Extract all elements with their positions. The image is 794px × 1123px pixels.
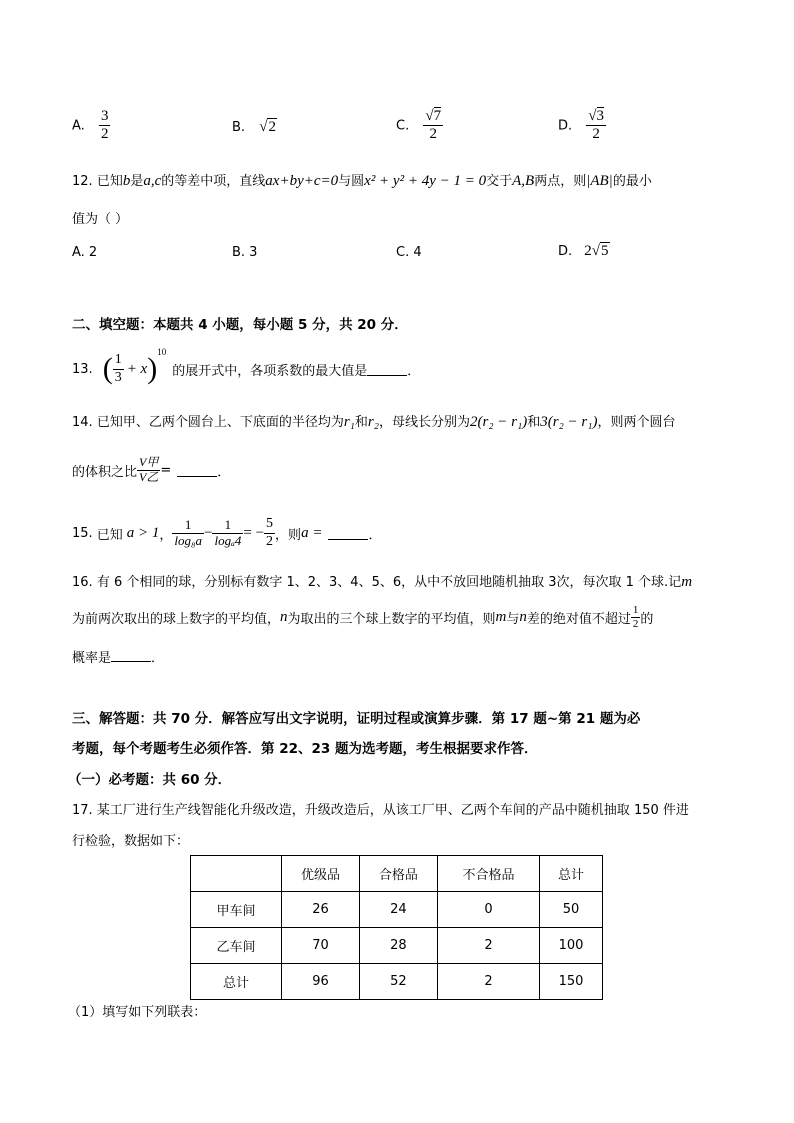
math-var: A,B <box>512 173 535 189</box>
answer-blank <box>367 363 407 376</box>
q12-option-b: B. 3 <box>232 245 258 260</box>
question-number: 14. <box>72 415 93 430</box>
text: 交于 <box>486 174 513 189</box>
fraction <box>264 516 275 549</box>
q11-option-a <box>72 108 110 144</box>
text: ． <box>368 527 382 543</box>
q17-line2: 行检验，数据如下： <box>72 834 190 849</box>
text: 的体积之比 <box>72 464 138 480</box>
table-header-cell: 总计 <box>540 856 603 892</box>
sqrt: √2 <box>259 119 276 135</box>
table-cell: 24 <box>359 892 437 928</box>
text: 为取出的三个球上数字的平均值，则 <box>287 611 496 627</box>
numerator: 1 <box>113 352 124 369</box>
question-number: 16. <box>72 575 93 590</box>
numerator: √7 <box>423 108 443 126</box>
q11-option-b <box>232 119 277 136</box>
right-paren: ) <box>147 352 158 385</box>
table-cell: 150 <box>540 964 603 1000</box>
option-label: A. <box>72 118 85 134</box>
text: 的等差中项，直线 <box>161 174 266 189</box>
q12-option-d <box>558 243 610 260</box>
fraction <box>212 518 243 549</box>
question-number: 13. <box>72 361 93 377</box>
numerator: V甲 <box>139 454 159 469</box>
denominator: log₈a <box>174 532 202 548</box>
q14-line2 <box>72 450 230 490</box>
volume-ratio <box>137 456 160 485</box>
denominator: 2 <box>632 617 639 630</box>
denominator: logₐ4 <box>214 532 242 548</box>
fraction <box>113 352 124 385</box>
table-header-row <box>191 856 603 892</box>
equals-sign: = − <box>243 524 265 541</box>
math-expression: a > 1 <box>126 524 160 541</box>
math-expression: ax+by+c=0 <box>265 173 339 189</box>
option-label: D. <box>558 118 573 134</box>
numerator: 1 <box>632 603 639 616</box>
q12-option-c: C. 4 <box>396 245 422 260</box>
math-expression: 3(r₂ − r₁) <box>540 414 598 430</box>
text: 的 <box>640 611 654 627</box>
table-cell: 50 <box>540 892 603 928</box>
text: 两点，则 <box>534 174 587 189</box>
table-cell: 2 <box>437 964 539 1000</box>
math-var: n <box>280 608 288 625</box>
text: ，母线长分别为 <box>378 415 470 430</box>
table-header-cell: 合格品 <box>359 856 437 892</box>
text: 与 <box>506 611 520 627</box>
table-cell: 52 <box>359 964 437 1000</box>
table-cell: 100 <box>540 928 603 964</box>
math-var: r₁ <box>343 414 355 430</box>
text: 为前两次取出的球上数字的平均值， <box>72 611 281 627</box>
q13 <box>72 345 420 393</box>
option-label: C. <box>396 118 410 134</box>
q17-part1: （1）填写如下列联表： <box>68 1005 207 1020</box>
text: 有 6 个相同的球，分别标有数字 1、2、3、4、5、6，从中不放回地随机抽取 3次，每次取 1 个球.记 <box>96 575 682 590</box>
text: ． <box>407 363 421 379</box>
math-expression: 2(r₂ − r₁) <box>470 414 528 430</box>
numerator: 5 <box>264 516 275 533</box>
denominator: 2 <box>592 126 600 143</box>
denominator: 2 <box>429 126 437 143</box>
denominator: 3 <box>114 369 122 385</box>
text: ， <box>159 527 173 543</box>
denominator: 2 <box>100 126 109 143</box>
math-expression: x² + y² + 4y − 1 = 0 <box>364 173 487 189</box>
option-label: B. <box>232 120 246 135</box>
table-cell: 0 <box>437 892 539 928</box>
q11-option-d <box>558 108 606 144</box>
text: ，则 <box>275 527 302 543</box>
q16-line1 <box>72 571 692 591</box>
table-header-cell <box>191 856 282 892</box>
question-number: 12. <box>72 174 93 189</box>
q16-line3 <box>72 647 164 666</box>
q12-option-a: A. 2 <box>72 245 98 260</box>
text: ． <box>151 651 165 666</box>
section-3-heading-line2: 考题，每个考题考生必须作答．第 22、23 题为选考题，考生根据要求作答． <box>72 741 538 757</box>
table-cell: 甲车间 <box>191 892 282 928</box>
math-var: a,c <box>143 173 162 189</box>
answer-blank <box>328 527 368 540</box>
text: 是 <box>130 174 144 189</box>
table-header-cell: 不合格品 <box>437 856 539 892</box>
numerator: 1 <box>212 518 243 534</box>
text: 差的绝对值不超过 <box>526 611 631 627</box>
q16-line2 <box>72 600 653 634</box>
q14-line1 <box>72 411 675 431</box>
table-cell: 26 <box>282 892 360 928</box>
table-cell: 28 <box>359 928 437 964</box>
section-3-heading-line1: 三、解答题：共 70 分．解答应写出文字说明，证明过程或演算步骤．第 17 题~第 21 题为必 <box>72 711 641 727</box>
text: ，则两个圆台 <box>597 415 676 430</box>
q12-line1 <box>72 170 652 190</box>
question-number: 15. <box>72 525 93 541</box>
math-var: b <box>122 173 131 189</box>
fraction <box>586 108 606 144</box>
q11-option-c <box>396 108 443 144</box>
math-expression: + x <box>126 360 148 377</box>
fraction <box>99 108 111 144</box>
table-header-cell: 优级品 <box>282 856 360 892</box>
denominator: V乙 <box>139 469 159 484</box>
math-expression: a = <box>301 524 323 541</box>
text: 与圆 <box>338 174 365 189</box>
q12-line2: 值为（ ） <box>72 212 129 227</box>
table-row <box>191 964 603 1000</box>
math-var: r₂ <box>367 414 379 430</box>
table-cell: 2 <box>437 928 539 964</box>
text: 的最小 <box>612 174 652 189</box>
text: ． <box>217 464 231 480</box>
fraction <box>631 604 641 630</box>
minus-sign: − <box>203 524 213 541</box>
text: 的展开式中，各项系数的最大值是 <box>172 363 368 379</box>
text: 和 <box>354 415 368 430</box>
answer-blank <box>111 649 151 662</box>
table-cell: 乙车间 <box>191 928 282 964</box>
answer-blank <box>177 464 217 477</box>
numerator: 3 <box>99 108 111 126</box>
math-expression: |AB| <box>586 173 613 189</box>
table-cell: 总计 <box>191 964 282 1000</box>
numerator: 1 <box>172 518 204 534</box>
data-table <box>190 855 603 1000</box>
radicand: 3 <box>596 108 605 124</box>
math-var: m <box>681 574 693 590</box>
text: 已知甲、乙两个圆台上、下底面的半径均为 <box>96 415 344 430</box>
radicand: 5 <box>601 243 609 259</box>
denominator: 2 <box>266 533 274 549</box>
math-var: m <box>495 608 507 625</box>
text: 已知 <box>96 174 123 189</box>
radicand: 2 <box>268 119 276 135</box>
option-label: D. <box>558 244 573 259</box>
section-2-heading: 二、填空题：本题共 4 小题，每小题 5 分，共 20 分． <box>72 317 408 333</box>
table-cell: 96 <box>282 964 360 1000</box>
q17-line1: 17. 某工厂进行生产线智能化升级改造，升级改造后，从该工厂甲、乙两个车间的产品中随机抽取 150 件进 <box>72 803 689 818</box>
left-paren: ( <box>102 352 113 385</box>
math-var: n <box>519 608 527 625</box>
numerator: √3 <box>586 108 606 126</box>
equals-sign: = <box>160 462 172 478</box>
radicand: 7 <box>433 108 442 124</box>
fraction <box>172 518 204 549</box>
section-3-subheading: （一）必考题：共 60 分． <box>68 772 232 788</box>
sqrt: √5 <box>591 243 609 259</box>
text: 概率是 <box>72 651 112 666</box>
exponent: 10 <box>157 347 167 357</box>
fraction <box>423 108 443 144</box>
table-row <box>191 928 603 964</box>
text: 和 <box>527 415 541 430</box>
table-row <box>191 892 603 928</box>
coefficient: 2 <box>584 243 592 259</box>
text: 已知 <box>96 527 123 543</box>
table-cell: 70 <box>282 928 360 964</box>
q15 <box>72 512 381 554</box>
